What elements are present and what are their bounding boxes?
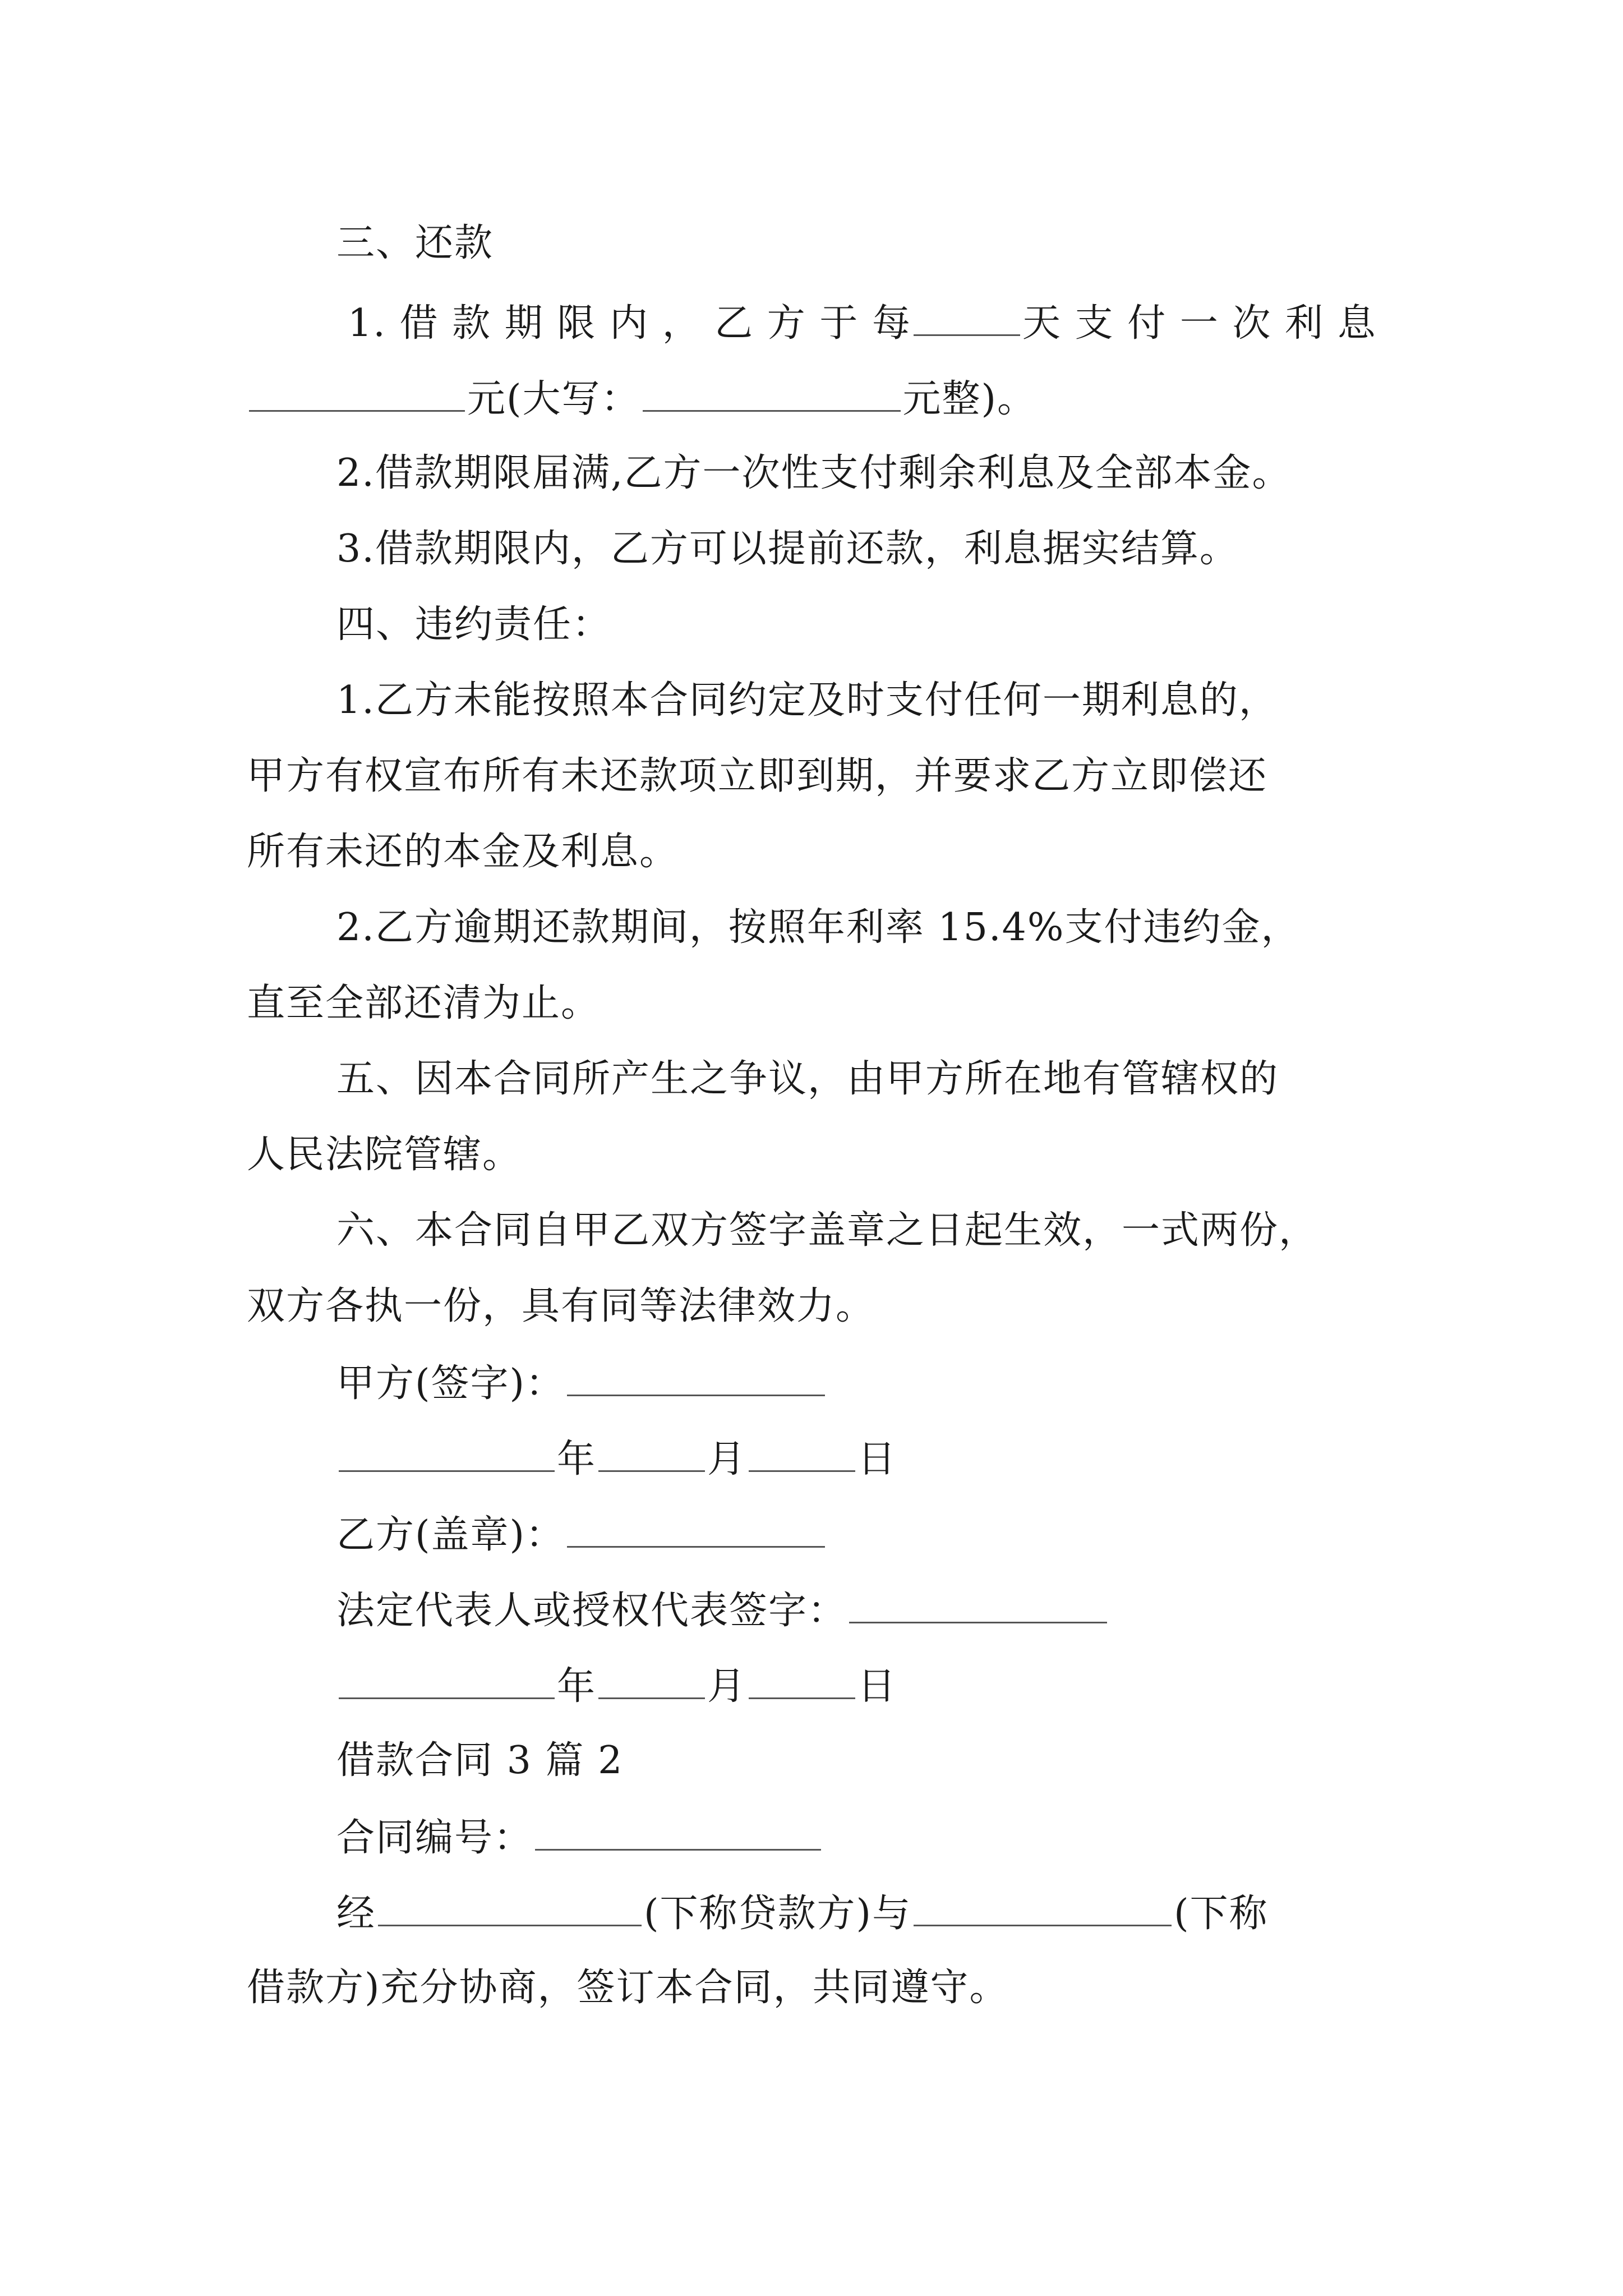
contract-heading: 借款合同 3 篇 2 bbox=[336, 1738, 624, 1783]
section-4-item-2-line-1: 2.乙方逾期还款期间，按照年利率 15.4%支付违约金， bbox=[336, 905, 1301, 950]
party-b-date-line: 年 月 日 bbox=[336, 1666, 897, 1706]
section-3-title: 三、还款 bbox=[336, 221, 494, 265]
blank-interest-amount-words[interactable] bbox=[643, 379, 901, 412]
blank-party-b-seal[interactable] bbox=[567, 1515, 825, 1548]
blank-contract-number[interactable] bbox=[535, 1818, 821, 1851]
blank-party-a-month[interactable] bbox=[598, 1439, 705, 1472]
blank-party-a-day[interactable] bbox=[749, 1439, 855, 1472]
blank-days[interactable] bbox=[914, 303, 1020, 336]
section-6-line-2: 双方各执一份，具有同等法律效力。 bbox=[247, 1284, 875, 1328]
blank-borrower-name[interactable] bbox=[914, 1893, 1172, 1926]
intro-line-1: 经 (下称贷款方)与 (下称 bbox=[336, 1892, 1269, 1936]
party-b-seal-line: 乙方(盖章)： bbox=[336, 1515, 827, 1554]
party-a-date-line: 年 月 日 bbox=[336, 1439, 897, 1479]
section-3-item-1-line-1: 1. 借 款 期 限 内 ， 乙 方 于 每 天 支 付 一 次 利 息 bbox=[348, 301, 1377, 346]
section-3-item-2: 2.借款期限届满,乙方一次性支付剩余利息及全部本金。 bbox=[336, 451, 1292, 495]
blank-legal-representative-signature[interactable] bbox=[849, 1590, 1107, 1623]
section-5-line-2: 人民法院管辖。 bbox=[247, 1133, 522, 1177]
section-4-item-2-line-2: 直至全部还清为止。 bbox=[247, 981, 601, 1025]
party-a-signature-line: 甲方(签字)： bbox=[336, 1363, 827, 1403]
intro-line-2: 借款方)充分协商，签订本合同，共同遵守。 bbox=[247, 1966, 1009, 2010]
contract-number-line: 合同编号： bbox=[336, 1818, 823, 1857]
blank-interest-amount[interactable] bbox=[249, 379, 465, 412]
blank-party-b-month[interactable] bbox=[598, 1666, 705, 1699]
blank-lender-name[interactable] bbox=[378, 1893, 642, 1926]
section-4-item-1-line-1: 1.乙方未能按照本合同约定及时支付任何一期利息的， bbox=[336, 678, 1278, 723]
section-5-line-1: 五、因本合同所产生之争议，由甲方所在地有管辖权的 bbox=[336, 1057, 1279, 1101]
legal-representative-line: 法定代表人或授权代表签字： bbox=[336, 1590, 1109, 1630]
section-4-title: 四、违约责任： bbox=[336, 602, 612, 647]
section-3-item-3: 3.借款期限内，乙方可以提前还款，利息据实结算。 bbox=[336, 527, 1239, 571]
blank-party-a-signature[interactable] bbox=[567, 1363, 825, 1396]
section-4-item-1-line-2: 甲方有权宣布所有未还款项立即到期，并要求乙方立即偿还 bbox=[247, 754, 1268, 798]
blank-party-a-year[interactable] bbox=[339, 1439, 555, 1472]
blank-party-b-day[interactable] bbox=[749, 1666, 855, 1699]
section-3-item-1-line-2: 元(大写： 元整)。 bbox=[247, 379, 1036, 418]
section-6-line-1: 六、本合同自甲乙双方签字盖章之日起生效，一式两份， bbox=[336, 1208, 1318, 1253]
blank-party-b-year[interactable] bbox=[339, 1666, 555, 1699]
section-4-item-1-line-3: 所有未还的本金及利息。 bbox=[247, 830, 679, 874]
